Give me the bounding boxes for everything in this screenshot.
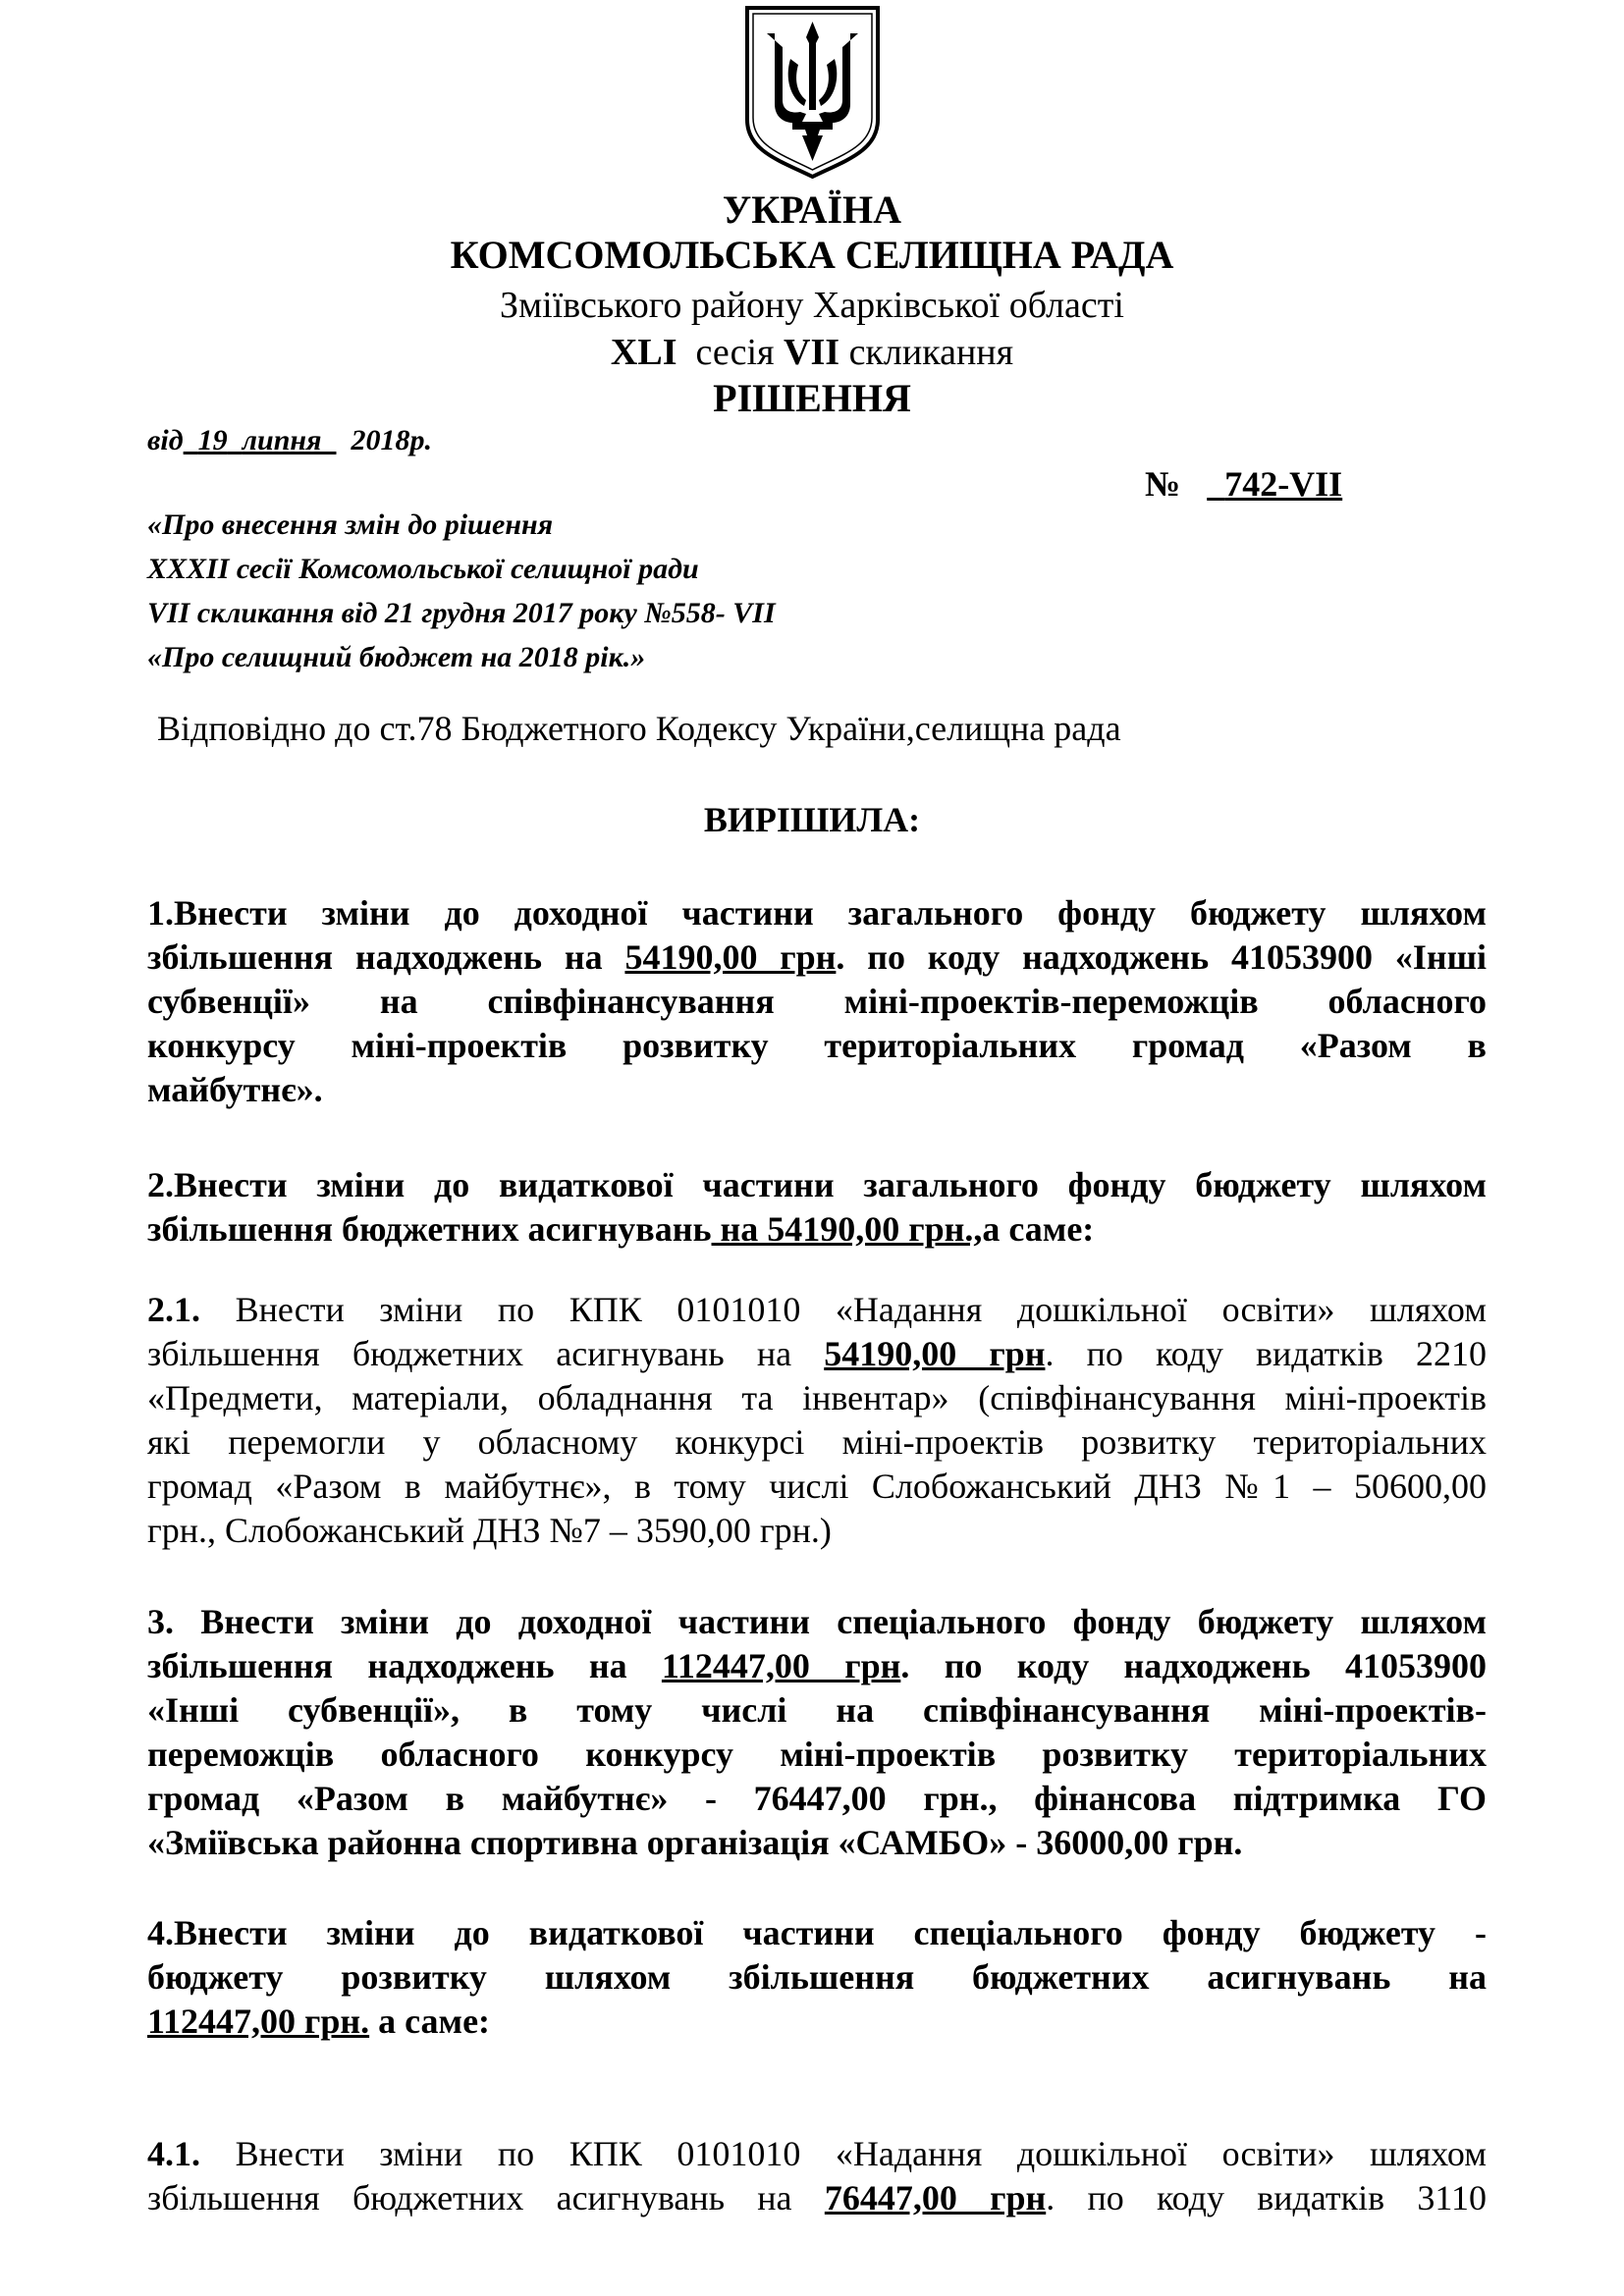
paragraph-1 [147, 891, 1487, 1112]
date-prefix: від [147, 424, 184, 456]
paragraph-number: 4.1. [147, 2134, 200, 2173]
paragraph-2 [147, 1163, 1487, 1252]
paragraph-line: громад «Разом в майбутнє» - 76447,00 грн., фінансова підтримка ГО [147, 1779, 1487, 1818]
subject-line: VII скликання від 21 грудня 2017 року №558- VII [147, 597, 776, 629]
decision-number [1145, 463, 1342, 505]
date-day-month [184, 424, 337, 456]
paragraph-line: «Інші субвенції», в тому числі на співфінансування міні-проектів- [147, 1690, 1487, 1730]
decision-subject [147, 503, 776, 679]
amount-76447: 76447,00 грн [824, 2178, 1047, 2217]
paragraph-number: 2.1. [147, 1290, 200, 1329]
country-title: УКРАЇНА [722, 187, 902, 232]
paragraph-line: які перемогли у обласному конкурсі міні-проектів розвитку територіальних [147, 1422, 1487, 1462]
paragraph-4-1 [147, 2132, 1487, 2220]
subject-line: XXXII сесії Комсомольської селищної ради [147, 553, 699, 585]
subject-line: «Про селищний бюджет на 2018 рік.» [147, 641, 646, 673]
amount-54190: 54190,00 грн [624, 937, 837, 977]
date-day: 19 [197, 424, 228, 456]
paragraph-line: збільшення бюджетних асигнувань на 76447,00 грн. по коду видатків 3110 [147, 2178, 1488, 2217]
session-line [0, 330, 1624, 375]
paragraph-line: конкурсу міні-проектів розвитку територіальних громад «Разом в [147, 1026, 1487, 1065]
council-title: КОМСОМОЛЬСЬКА СЕЛИЩНА РАДА [450, 233, 1174, 277]
paragraph-line: переможців обласного конкурсу міні-проектів розвитку територіальних [147, 1735, 1487, 1774]
resolved-heading: ВИРІШИЛА: [703, 800, 921, 839]
paragraph-3 [147, 1600, 1487, 1865]
paragraph-line: збільшення надходжень на 54190,00 грн. по коду надходжень 41053900 «Інші [147, 937, 1488, 977]
paragraph-4 [147, 1911, 1487, 2044]
session-number: XLI [610, 332, 677, 373]
number-value: 742-VII [1224, 464, 1343, 504]
paragraph-line: майбутнє». [147, 1070, 323, 1109]
number-sign: № [1145, 464, 1181, 504]
paragraph-line: громад «Разом в майбутнє», в тому числі Слобожанський ДНЗ №1 – 50600,00 [147, 1467, 1487, 1506]
paragraph-line: збільшення бюджетних асигнувань на 54190,00 грн. по коду видатків 2210 [147, 1334, 1487, 1373]
paragraph-line: збільшення надходжень на 112447,00 грн. по коду надходжень 41053900 [147, 1646, 1487, 1685]
amount-112447: 112447,00 грн. [147, 2002, 370, 2041]
paragraph-line: 1.Внести зміни до доходної частини загального фонду бюджету шляхом [147, 893, 1487, 933]
convocation-number: VII [784, 332, 840, 373]
paragraph-2-1 [147, 1288, 1487, 1553]
paragraph-line: 112447,00 грн. а саме: [147, 2002, 491, 2041]
amount-112447: 112447,00 грн [661, 1646, 901, 1685]
paragraph-line: субвенції» на співфінансування міні-проектів-переможців обласного [147, 982, 1487, 1021]
subject-line: «Про внесення змін до рішення [147, 508, 554, 541]
paragraph-line: бюджету розвитку шляхом збільшення бюджетних асигнувань на [147, 1957, 1487, 1997]
paragraph-line: 3. Внести зміни до доходної частини спеціального фонду бюджету шляхом [147, 1602, 1487, 1641]
document-type-title: РІШЕННЯ [713, 376, 911, 420]
district-line: Зміївського району Харківської області [500, 285, 1124, 326]
date-month: липня [242, 424, 322, 456]
paragraph-line: збільшення бюджетних асигнувань на 54190,00 грн.,а саме: [147, 1209, 1095, 1249]
coat-of-arms-emblem [741, 4, 884, 179]
paragraph-line: 2.1. Внести зміни по КПК 0101010 «Надання дошкільної освіти» шляхом [147, 1290, 1487, 1329]
paragraph-line: «Предмети, матеріали, обладнання та інвентар» (співфінансування міні-проектів [147, 1378, 1487, 1417]
convocation-word: скликання [848, 332, 1014, 373]
decision-date [147, 424, 432, 457]
amount-54190: на 54190,00 грн., [711, 1209, 983, 1249]
paragraph-line: 4.Внести зміни до видаткової частини спеціального фонду бюджету - [147, 1913, 1487, 1952]
paragraph-line: грн., Слобожанський ДНЗ №7 – 3590,00 грн.) [147, 1511, 832, 1550]
paragraph-line: 2.Внести зміни до видаткової частини загального фонду бюджету шляхом [147, 1165, 1487, 1204]
session-word: сесія [695, 332, 775, 373]
intro-paragraph: Відповідно до ст.78 Бюджетного Кодексу України,селищна рада [157, 709, 1121, 748]
amount-54190: 54190,00 грн [824, 1334, 1046, 1373]
date-year: 2018р. [351, 424, 432, 456]
paragraph-line: «Зміївська районна спортивна організація «САМБО» - 36000,00 грн. [147, 1823, 1243, 1862]
paragraph-line: 4.1. Внести зміни по КПК 0101010 «Надання дошкільної освіти» шляхом [147, 2134, 1487, 2173]
